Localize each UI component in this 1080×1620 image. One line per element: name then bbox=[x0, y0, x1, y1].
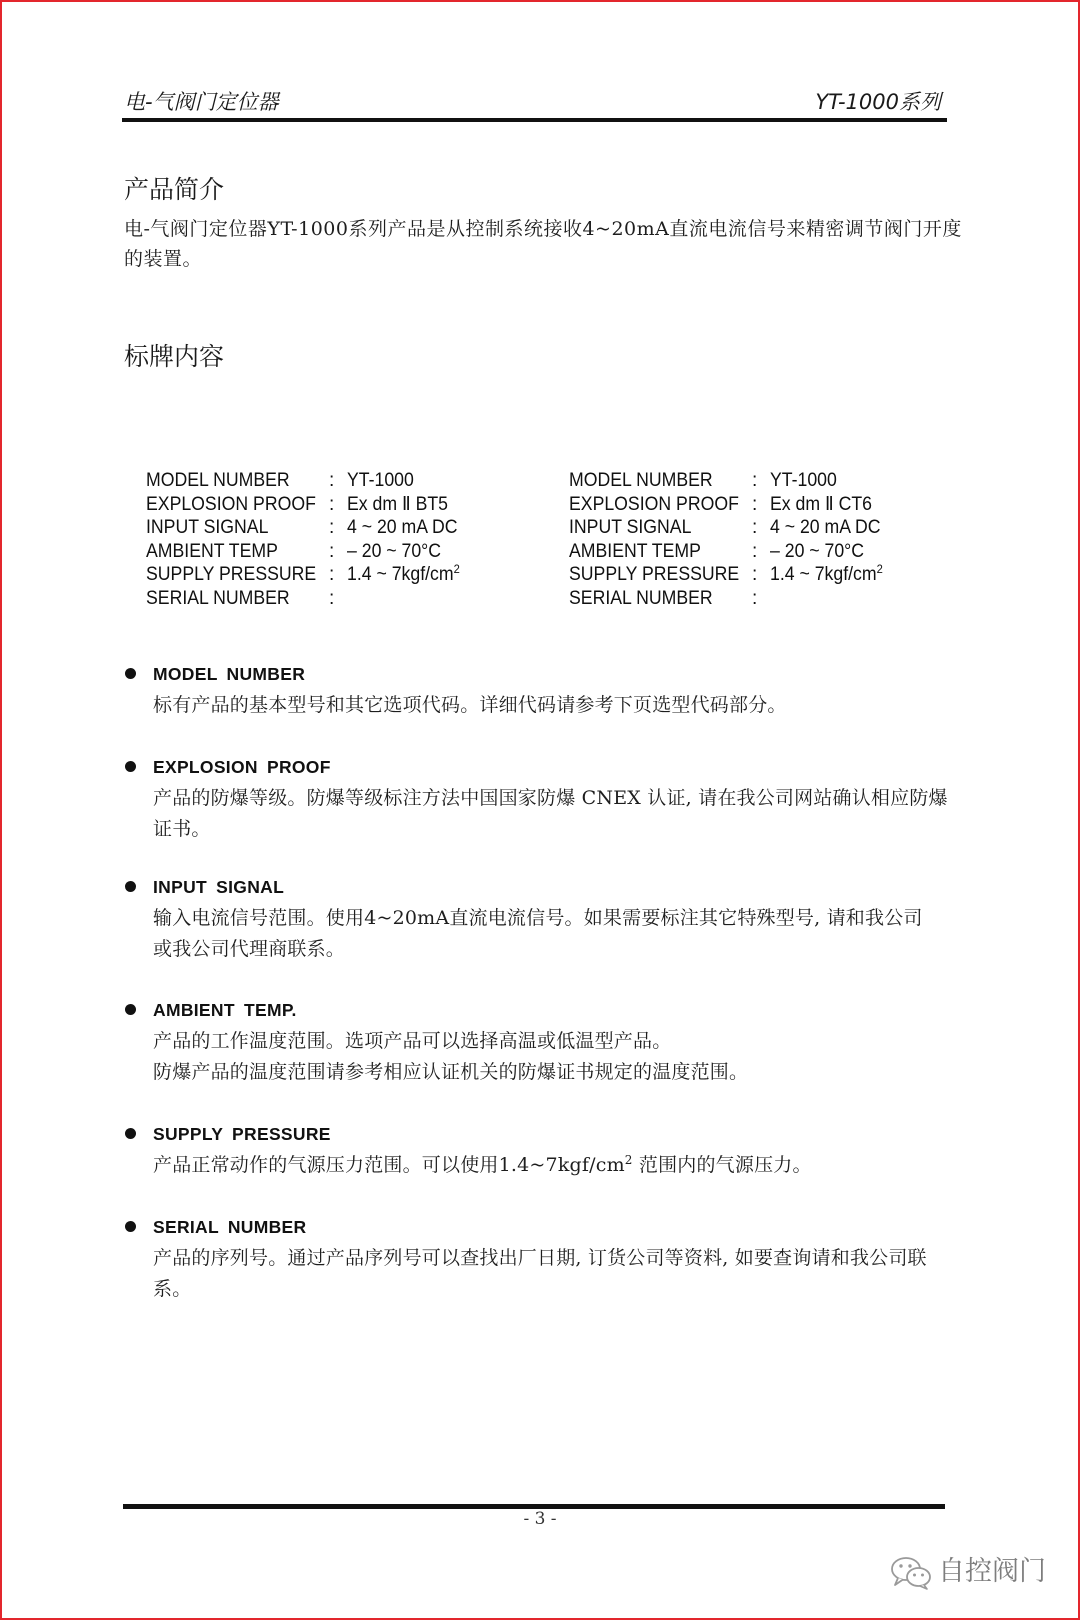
field-heading: SUPPLY PRESSURE bbox=[153, 1124, 331, 1144]
nameplate-heading: 标牌内容 bbox=[124, 342, 225, 371]
intro-heading: 产品简介 bbox=[124, 175, 225, 204]
nameplate-bt5 bbox=[146, 469, 546, 619]
wechat-icon bbox=[890, 1556, 932, 1590]
nameplate-separator: : bbox=[329, 493, 335, 515]
nameplate-value: YT-1000 bbox=[347, 470, 414, 491]
field-description-line: 标有产品的基本型号和其它选项代码。详细代码请参考下页选型代码部分。 bbox=[153, 694, 787, 716]
nameplate-separator: : bbox=[752, 540, 758, 562]
nameplate-ct6 bbox=[569, 469, 969, 619]
field-heading: SERIAL NUMBER bbox=[153, 1217, 307, 1237]
field-heading: AMBIENT TEMP. bbox=[153, 1000, 297, 1020]
field-heading: EXPLOSION PROOF bbox=[153, 757, 331, 777]
nameplate-value: Ex dm Ⅱ BT5 bbox=[347, 493, 449, 515]
nameplate-separator: : bbox=[752, 517, 758, 538]
nameplate-label: SERIAL NUMBER bbox=[569, 587, 713, 609]
bullet-icon bbox=[125, 668, 136, 679]
field-description-line: 产品的防爆等级。防爆等级标注方法中国国家防爆 CNEX 认证, 请在我公司网站确认相应防爆 bbox=[153, 787, 948, 809]
nameplate-value-text: 1.4 ~ 7kgf/cm bbox=[347, 564, 454, 585]
nameplate-label: AMBIENT TEMP bbox=[569, 540, 701, 562]
bullet-icon bbox=[125, 881, 136, 892]
nameplate-label: INPUT SIGNAL bbox=[569, 517, 692, 538]
nameplate-row bbox=[569, 587, 969, 610]
bullet-icon bbox=[125, 1128, 136, 1139]
nameplate-value: Ex dm Ⅱ CT6 bbox=[770, 493, 872, 515]
intro-text-line-1: 电-气阀门定位器YT-1000系列产品是从控制系统接收4~20mA直流电流信号来精密调节阀门开度 bbox=[124, 218, 962, 240]
field-description-text: 范围内的气源压力。 bbox=[632, 1154, 812, 1176]
nameplate-row bbox=[146, 563, 546, 586]
nameplate-separator: : bbox=[752, 564, 758, 585]
bullet-icon bbox=[125, 761, 136, 772]
nameplate-row bbox=[146, 587, 546, 610]
nameplate-row bbox=[146, 469, 546, 492]
nameplate-row bbox=[569, 516, 969, 539]
nameplate-separator: : bbox=[752, 587, 758, 609]
intro-text-line-2: 的装置。 bbox=[124, 248, 203, 270]
nameplate-separator: : bbox=[329, 517, 335, 538]
nameplate-row bbox=[569, 540, 969, 563]
nameplate-value bbox=[347, 563, 460, 586]
nameplate-value: YT-1000 bbox=[770, 470, 837, 491]
nameplate-value-superscript: 2 bbox=[453, 562, 460, 576]
nameplate-label: EXPLOSION PROOF bbox=[146, 493, 316, 515]
nameplate-label: INPUT SIGNAL bbox=[146, 517, 269, 538]
field-description-text: 产品正常动作的气源压力范围。可以使用1.4~7kgf/cm bbox=[153, 1154, 625, 1176]
field-description-line: 系。 bbox=[153, 1278, 192, 1300]
nameplate-row bbox=[146, 516, 546, 539]
header-product-name: 电-气阀门定位器 bbox=[124, 90, 279, 114]
header-series-name: YT-1000系列 bbox=[815, 90, 941, 114]
nameplate-value: – 20 ~ 70°C bbox=[347, 540, 442, 562]
nameplate-value: 4 ~ 20 mA DC bbox=[347, 517, 458, 538]
field-description-line: 输入电流信号范围。使用4~20mA直流电流信号。如果需要标注其它特殊型号, 请和我公司 bbox=[153, 907, 923, 929]
nameplate-label: SERIAL NUMBER bbox=[146, 587, 290, 609]
bullet-icon bbox=[125, 1221, 136, 1232]
nameplate-separator: : bbox=[329, 540, 335, 562]
nameplate-separator: : bbox=[329, 587, 335, 609]
nameplate-value: – 20 ~ 70°C bbox=[770, 540, 865, 562]
nameplate-value: 4 ~ 20 mA DC bbox=[770, 517, 881, 538]
nameplate-value-superscript: 2 bbox=[876, 562, 883, 576]
field-description-line: 产品的工作温度范围。选项产品可以选择高温或低温型产品。 bbox=[153, 1030, 672, 1052]
nameplate-row bbox=[569, 493, 969, 516]
nameplate-label: EXPLOSION PROOF bbox=[569, 493, 739, 515]
field-description-line: 产品的序列号。通过产品序列号可以查找出厂日期, 订货公司等资料, 如要查询请和我公司联 bbox=[153, 1247, 927, 1269]
nameplate-separator: : bbox=[752, 470, 758, 491]
field-heading: INPUT SIGNAL bbox=[153, 877, 285, 897]
nameplate-label: SUPPLY PRESSURE bbox=[146, 564, 317, 585]
nameplate-label: SUPPLY PRESSURE bbox=[569, 564, 740, 585]
nameplate-label: MODEL NUMBER bbox=[569, 470, 713, 491]
field-description-line: 证书。 bbox=[153, 818, 211, 840]
bullet-icon bbox=[125, 1004, 136, 1015]
nameplate-separator: : bbox=[752, 493, 758, 515]
nameplate-row bbox=[569, 563, 969, 586]
field-description-superscript: 2 bbox=[624, 1153, 633, 1167]
field-description-line: 防爆产品的温度范围请参考相应认证机关的防爆证书规定的温度范围。 bbox=[153, 1061, 749, 1083]
watermark-text: 自控阀门 bbox=[938, 1556, 1046, 1587]
nameplate-value-text: 1.4 ~ 7kgf/cm bbox=[770, 564, 877, 585]
nameplate-row bbox=[146, 493, 546, 516]
field-description-line: 或我公司代理商联系。 bbox=[153, 938, 346, 960]
nameplate-separator: : bbox=[329, 470, 335, 491]
page-number: - 3 - bbox=[523, 1509, 557, 1529]
nameplate-row bbox=[146, 540, 546, 563]
field-description-line bbox=[153, 1150, 812, 1181]
nameplate-row bbox=[569, 469, 969, 492]
nameplate-label: MODEL NUMBER bbox=[146, 470, 290, 491]
nameplate-value bbox=[770, 563, 883, 586]
header-rule bbox=[122, 118, 947, 122]
field-heading: MODEL NUMBER bbox=[153, 664, 306, 684]
nameplate-separator: : bbox=[329, 564, 335, 585]
nameplate-label: AMBIENT TEMP bbox=[146, 540, 278, 562]
